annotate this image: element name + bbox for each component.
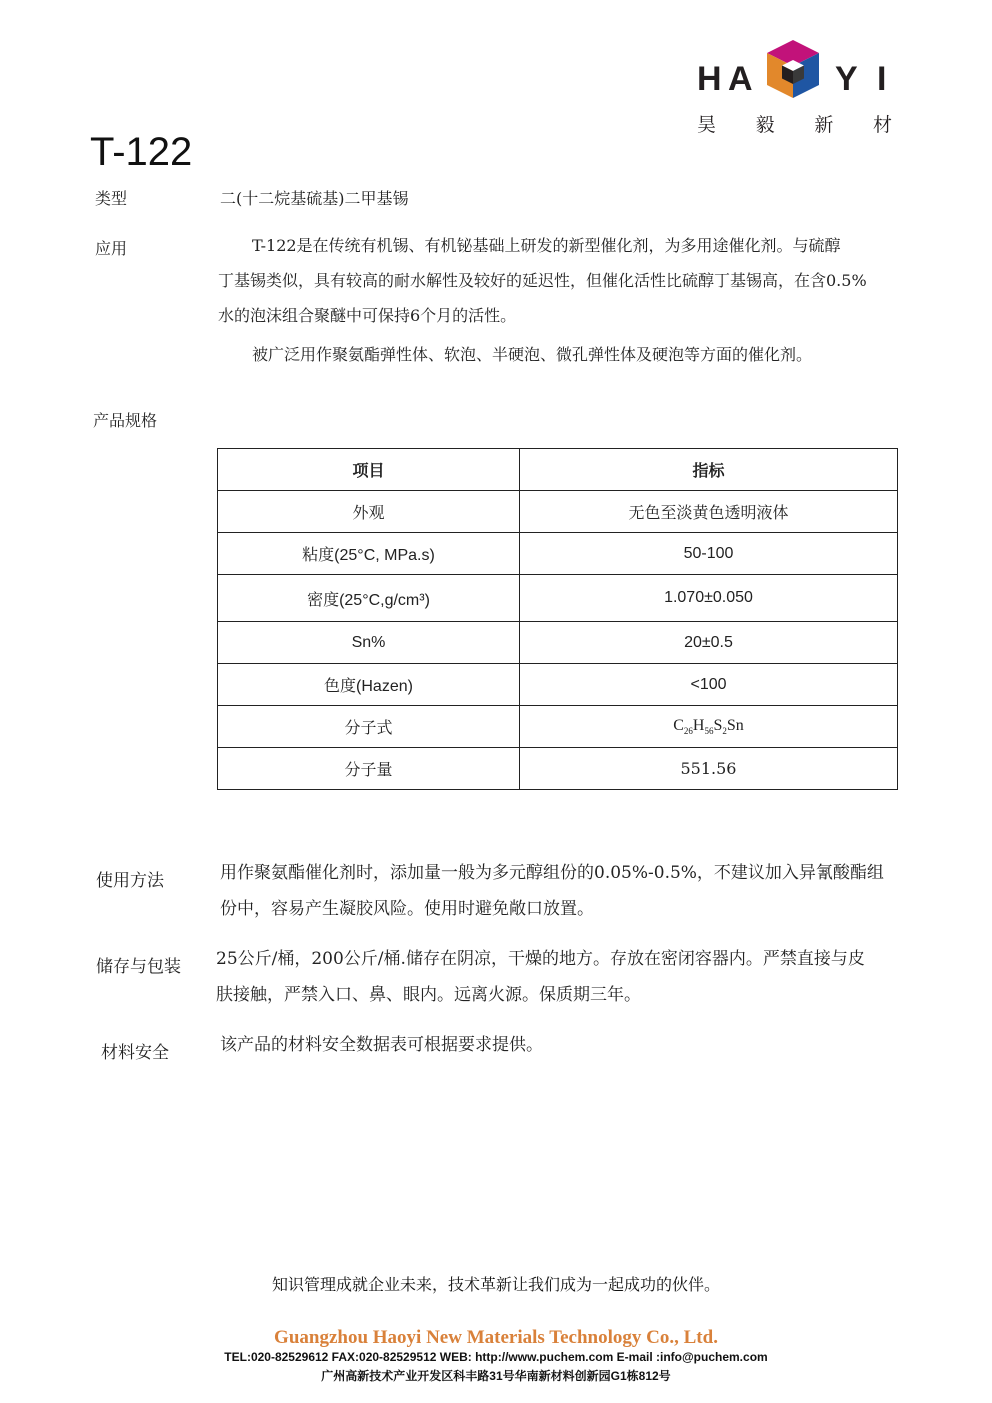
- company-logo: [697, 38, 897, 138]
- table-row: [218, 706, 898, 748]
- usage-label: 使用方法: [96, 871, 164, 891]
- logo-cn-char: 毅: [755, 114, 775, 136]
- spec-label: 产品规格: [93, 411, 158, 430]
- row-value: 20±0.5: [520, 622, 898, 664]
- header-item: 项目: [218, 449, 520, 491]
- application-line: T-122是在传统有机锡、有机铋基础上研发的新型催化剂，为多用途催化剂。与硫醇: [252, 236, 841, 255]
- application-line: 水的泡沫组合聚醚中可保持6个月的活性。: [218, 306, 517, 325]
- application-line: 丁基锡类似，具有较高的耐水解性及较好的延迟性，但催化活性比硫醇丁基锡高，在含0.5%: [218, 271, 867, 290]
- storage-line: 肤接触，严禁入口、鼻、眼内。远离火源。保质期三年。: [216, 985, 641, 1005]
- cube-logo-icon: [763, 38, 823, 100]
- logo-letter-i: I: [877, 60, 887, 98]
- row-value: 551.56: [520, 748, 898, 790]
- logo-letter-h: H: [697, 60, 722, 98]
- logo-cn-char: 新: [814, 114, 834, 136]
- storage-line: 25公斤/桶，200公斤/桶.储存在阴凉，干燥的地方。存放在密闭容器内。严禁直接与皮: [216, 949, 865, 969]
- row-item: 色度(Hazen): [218, 664, 520, 706]
- footer-slogan: 知识管理成就企业未来，技术革新让我们成为一起成功的伙伴。: [271, 1277, 720, 1294]
- footer-contact: TEL:020-82529612 FAX:020-82529512 WEB: http://www.puchem.com E-mail :info@puchem.com: [224, 1350, 768, 1364]
- formula-s-count: 2: [722, 726, 727, 737]
- row-value: 50-100: [520, 533, 898, 575]
- formula-c-count: 26: [683, 726, 693, 737]
- table-row: [218, 622, 898, 664]
- formula-h-count: 56: [704, 726, 714, 737]
- logo-cn-char: 材: [872, 114, 892, 136]
- table-row: [218, 664, 898, 706]
- row-value-formula: $C_{26}H_{56}S_2Sn$: [520, 706, 898, 748]
- row-item: 密度(25°C,g/cm³): [218, 575, 520, 622]
- usage-line: 用作聚氨酯催化剂时，添加量一般为多元醇组份的0.05%-0.5%，不建议加入异氰酸酯组: [220, 863, 884, 883]
- table-row: [218, 533, 898, 575]
- storage-label: 储存与包装: [96, 957, 181, 977]
- header-value: 指标: [520, 449, 898, 491]
- type-value: 二(十二烷基硫基)二甲基锡: [220, 189, 409, 208]
- table-row: [218, 748, 898, 790]
- row-item: Sn%: [218, 622, 520, 664]
- row-item: 分子量: [218, 748, 520, 790]
- spec-table: [217, 448, 898, 790]
- table-row: [218, 575, 898, 622]
- row-item: 分子式: [218, 706, 520, 748]
- logo-cn-char: 昊: [697, 114, 717, 136]
- safety-text: 该产品的材料安全数据表可根据要求提供。: [220, 1035, 543, 1055]
- application-label: 应用: [95, 239, 128, 258]
- type-label: 类型: [95, 189, 128, 208]
- row-value: 1.070±0.050: [520, 575, 898, 622]
- logo-chinese-name: [697, 110, 892, 137]
- footer-address: 广州高新技术产业开发区科丰路31号华南新材料创新园G1栋812号: [321, 1369, 671, 1383]
- usage-line: 份中，容易产生凝胶风险。使用时避免敞口放置。: [220, 899, 594, 919]
- row-item: 外观: [218, 491, 520, 533]
- table-header-row: [218, 449, 898, 491]
- safety-label: 材料安全: [101, 1043, 169, 1063]
- table-row: [218, 491, 898, 533]
- logo-letter-y: Y: [835, 60, 858, 98]
- row-item: 粘度(25°C, MPa.s): [218, 533, 520, 575]
- product-title: T-122: [90, 130, 193, 174]
- footer-company-name: Guangzhou Haoyi New Materials Technology Co., Ltd.: [274, 1327, 718, 1348]
- row-value: <100: [520, 664, 898, 706]
- row-value: 无色至淡黄色透明液体: [520, 491, 898, 533]
- application-line: 被广泛用作聚氨酯弹性体、软泡、半硬泡、微孔弹性体及硬泡等方面的催化剂。: [252, 345, 813, 364]
- logo-letter-a: A: [728, 60, 753, 98]
